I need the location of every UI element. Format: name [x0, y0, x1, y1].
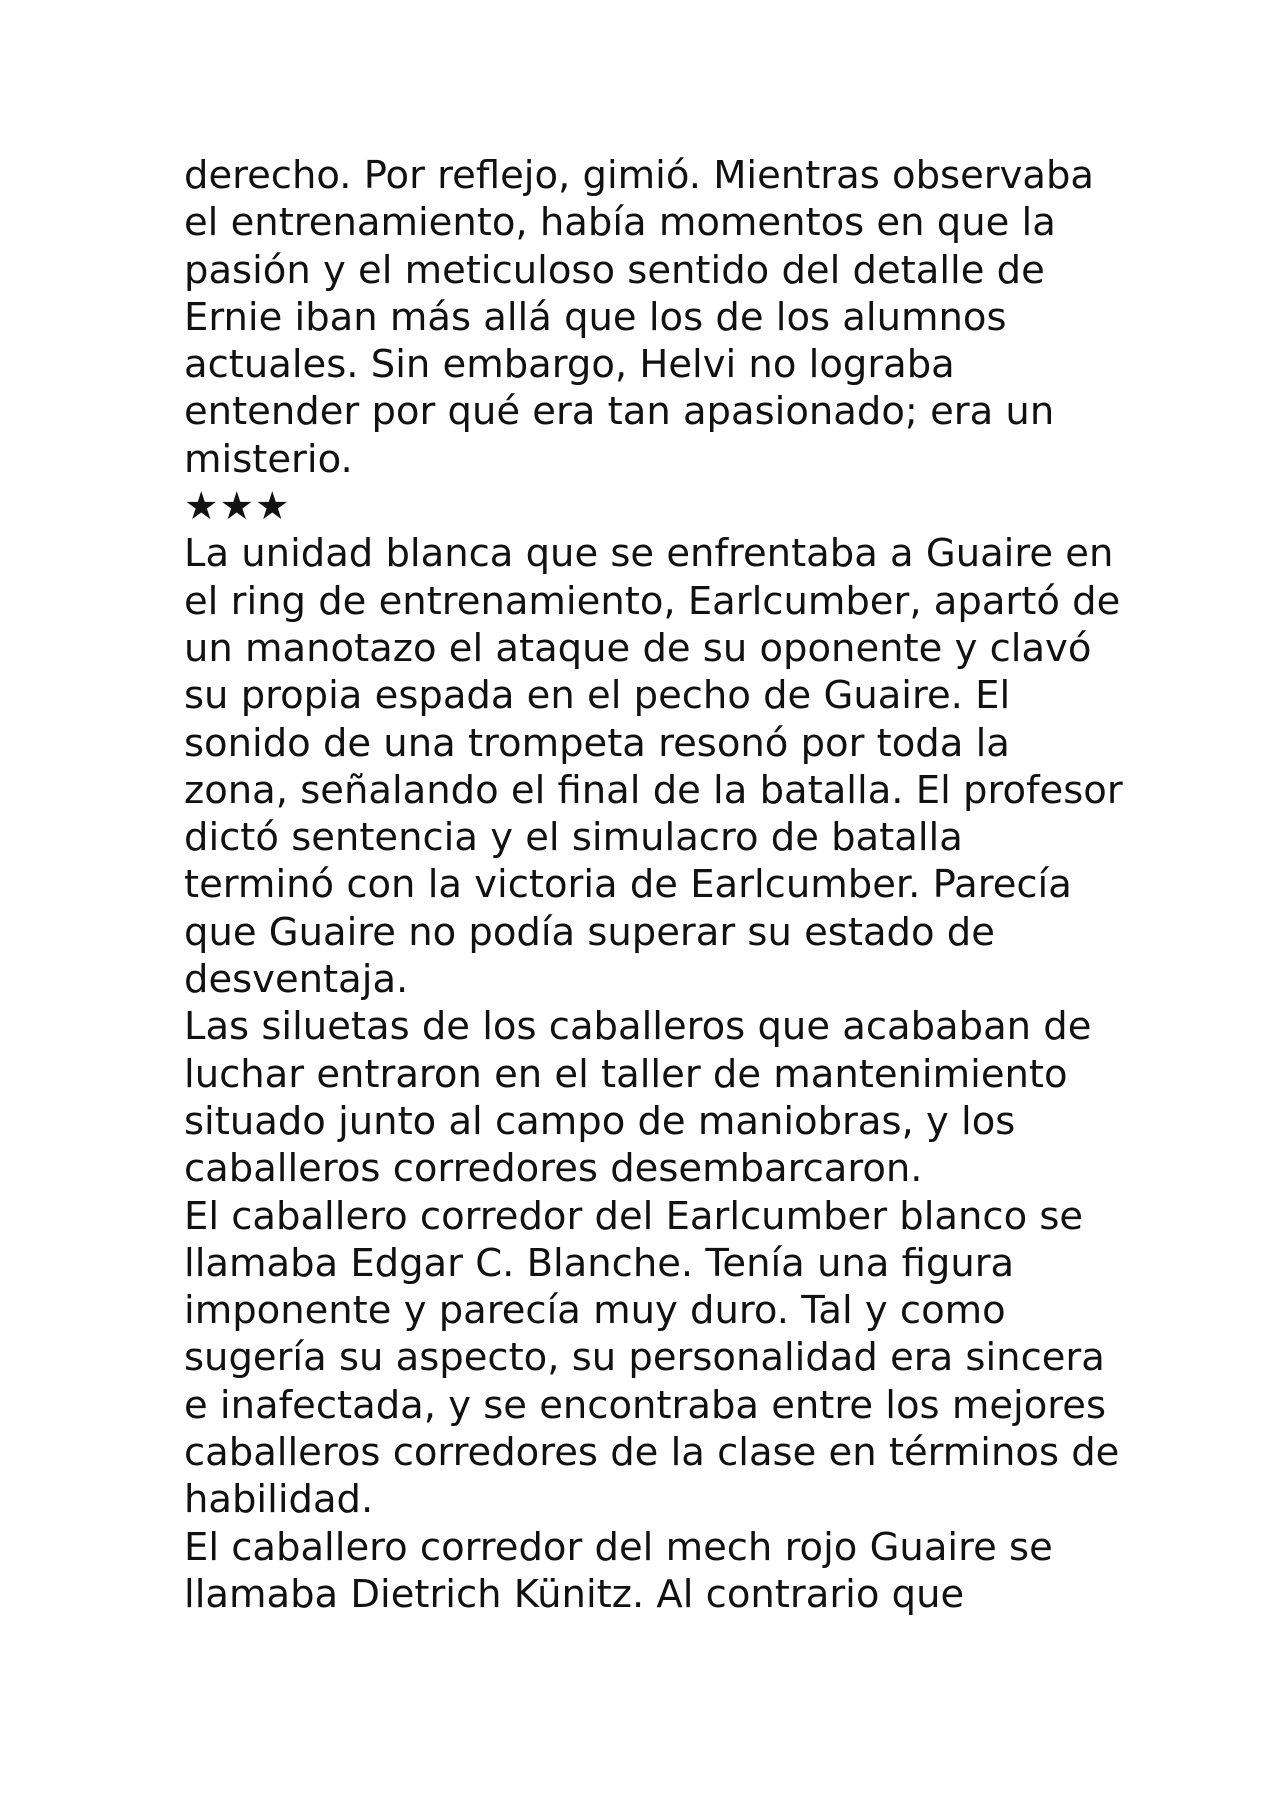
paragraph-4: El caballero corredor del Earlcumber blanco se llamaba Edgar C. Blanche. Tenía una figura imponente y parecía muy duro. Tal y como sugería su aspecto, su personalidad era sincera e inafectada, y se encontraba entre los mejores caballeros corredores de la clase en términos de habilidad. [184, 1193, 1120, 1523]
paragraph-3: Las siluetas de los caballeros que acababan de luchar entraron en el taller de mantenimiento situado junto al campo de maniobras, y los caballeros corredores desembarcaron. [184, 1004, 1092, 1192]
paragraph-5: El caballero corredor del mech rojo Guaire se llamaba Dietrich Künitz. Al contrario que [184, 1524, 1053, 1617]
paragraph-2: La unidad blanca que se enfrentaba a Guaire en el ring de entrenamiento, Earlcumber, apartó de un manotazo el ataque de su oponente y clavó su propia espada en el pecho de Guaire. El sonido de una trompeta resonó por toda la zona, señalando el final de la batalla. El profesor dictó sentencia y el simulacro de batalla terminó con la victoria de Earlcumber. Parecía que Guaire no podía superar su estado de desventaja. [184, 531, 1123, 1003]
section-separator: ★★★ [184, 484, 291, 530]
body-text [184, 152, 1124, 1618]
paragraph-1: derecho. Por reflejo, gimió. Mientras observaba el entrenamiento, había momentos en que la pasión y el meticuloso sentido del detalle de Ernie iban más allá que los de los alumnos actuales. Sin embargo, Helvi no lograba entender por qué era tan apasionado; era un misterio. [184, 153, 1094, 482]
